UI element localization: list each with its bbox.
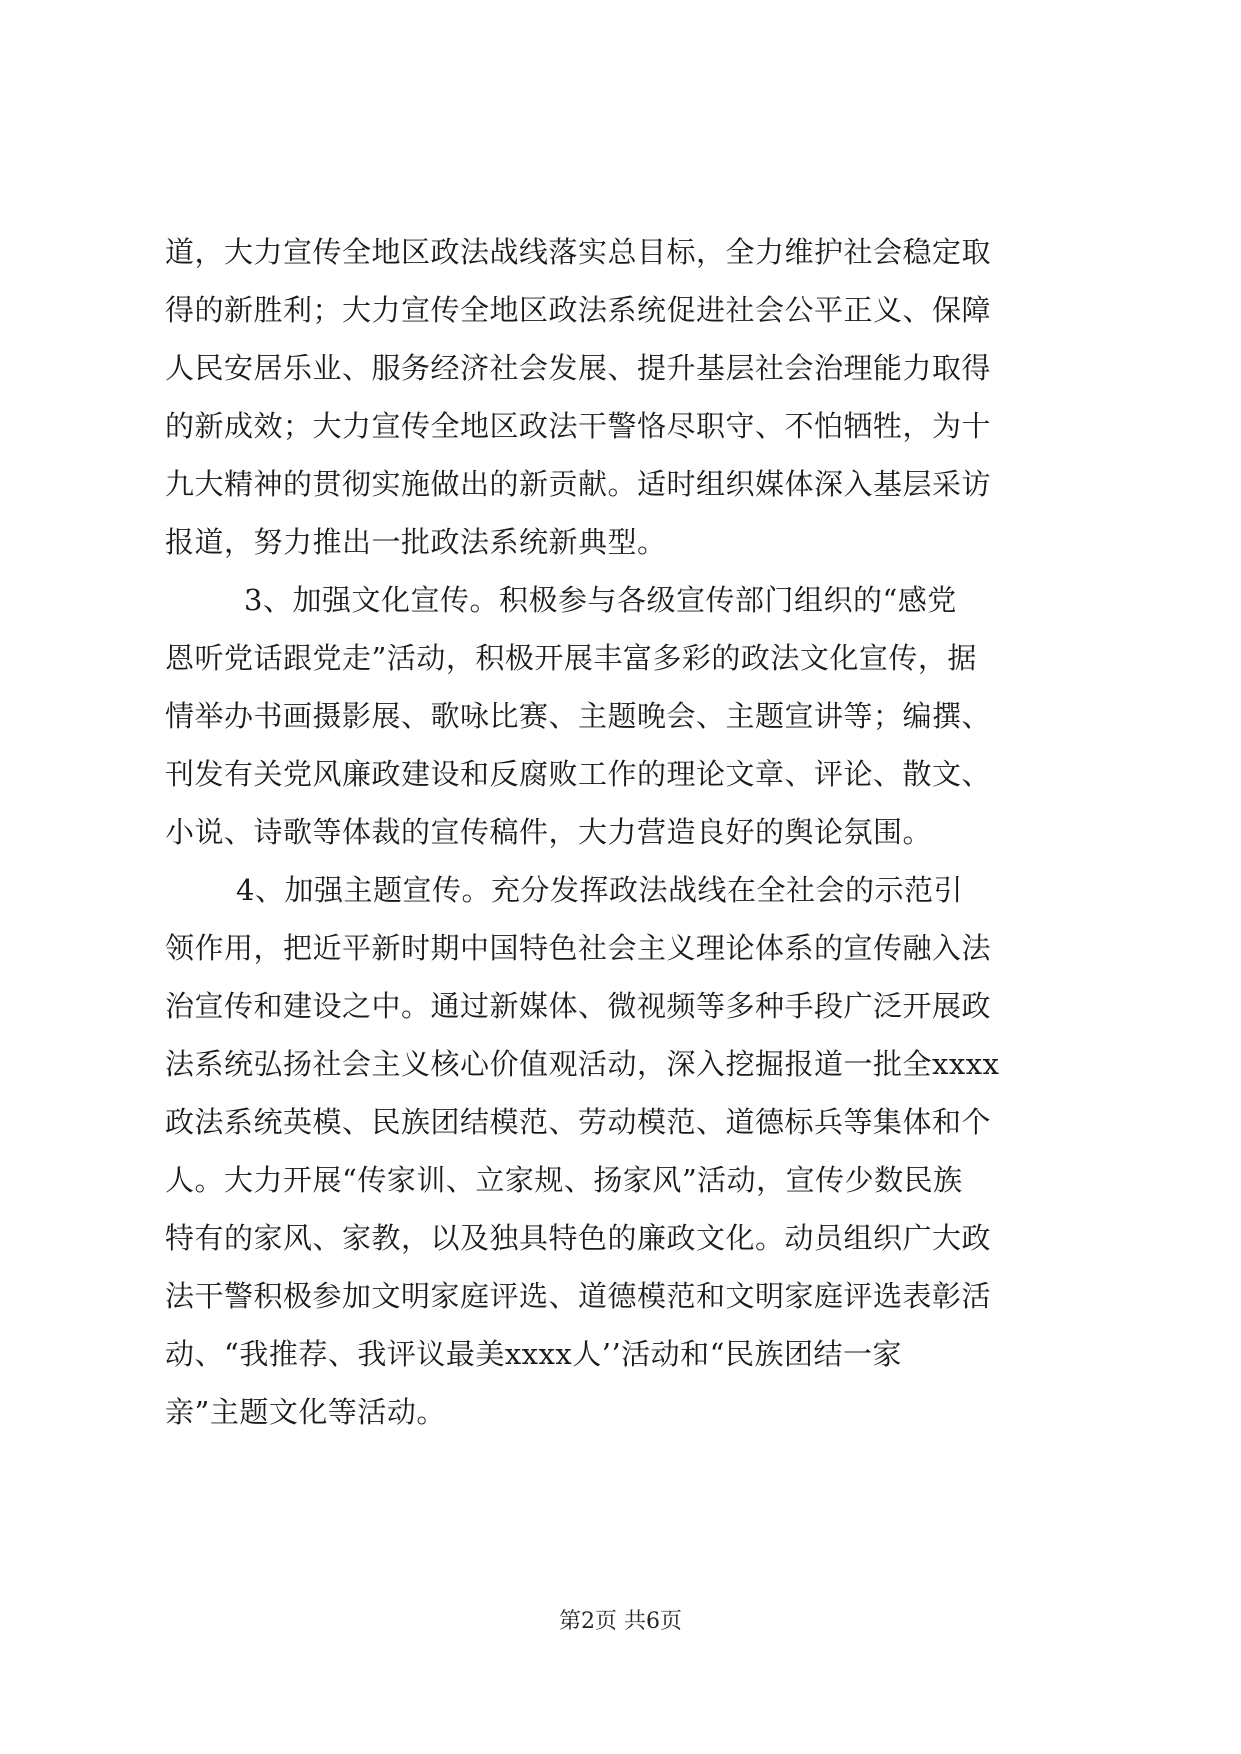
body-line: 法干警积极参加文明家庭评选、道德模范和文明家庭评选表彰活 bbox=[165, 1279, 992, 1313]
section-4-heading-line: 4、加强主题宣传。充分发挥政法战线在全社会的示范引 bbox=[236, 873, 963, 907]
body-line: 动、“我推荐、我评议最美xxxx人’’活动和“民族团结一家 bbox=[165, 1337, 903, 1371]
body-line: 亲”主题文化等活动。 bbox=[165, 1395, 446, 1429]
body-line: 特有的家风、家教，以及独具特色的廉政文化。动员组织广大政 bbox=[165, 1221, 992, 1255]
body-line: 治宣传和建设之中。通过新媒体、微视频等多种手段广泛开展政 bbox=[165, 989, 992, 1023]
section-3-heading-line: 3、加强文化宣传。积极参与各级宣传部门组织的“感党 bbox=[244, 583, 957, 617]
body-line: 法系统弘扬社会主义核心价值观活动，深入挖掘报道一批全xxxx bbox=[165, 1047, 1000, 1081]
body-line: 九大精神的贯彻实施做出的新贡献。适时组织媒体深入基层采访 bbox=[165, 467, 992, 501]
body-line: 领作用，把近平新时期中国特色社会主义理论体系的宣传融入法 bbox=[165, 931, 992, 965]
body-line: 刊发有关党风廉政建设和反腐败工作的理论文章、评论、散文、 bbox=[165, 757, 992, 791]
body-line: 恩听党话跟党走”活动，积极开展丰富多彩的政法文化宣传，据 bbox=[165, 641, 977, 675]
page-number-footer: 第2页 共6页 bbox=[559, 1609, 682, 1634]
body-line: 人。大力开展“传家训、立家规、扬家风”活动，宣传少数民族 bbox=[165, 1163, 963, 1197]
body-line: 得的新胜利；大力宣传全地区政法系统促进社会公平正义、保障 bbox=[165, 293, 992, 327]
body-line: 小说、诗歌等体裁的宣传稿件，大力营造良好的舆论氛围。 bbox=[165, 815, 933, 849]
body-line: 人民安居乐业、服务经济社会发展、提升基层社会治理能力取得 bbox=[165, 351, 992, 385]
body-line: 的新成效；大力宣传全地区政法干警恪尽职守、不怕牺牲，为十 bbox=[165, 409, 992, 443]
body-line: 道，大力宣传全地区政法战线落实总目标，全力维护社会稳定取 bbox=[165, 235, 992, 269]
body-line: 情举办书画摄影展、歌咏比赛、主题晚会、主题宣讲等；编撰、 bbox=[165, 699, 992, 733]
body-line: 报道，努力推出一批政法系统新典型。 bbox=[165, 525, 667, 559]
body-line: 政法系统英模、民族团结模范、劳动模范、道德标兵等集体和个 bbox=[165, 1105, 992, 1139]
